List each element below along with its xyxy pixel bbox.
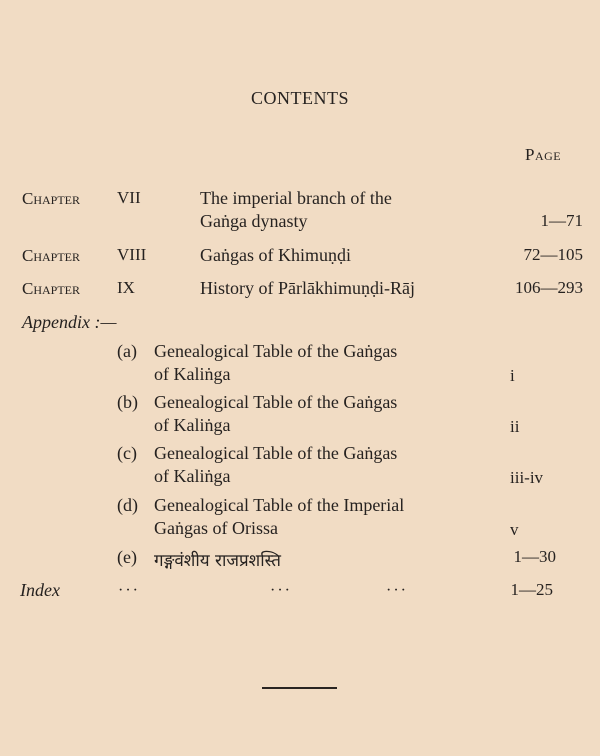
leader-dots: ··· xyxy=(386,582,408,599)
appendix-item-title: Genealogical Table of the Gaṅgas xyxy=(154,392,398,412)
index-label: Index xyxy=(20,580,60,600)
appendix-item-title-devanagari: गङ्गवंशीय राजप्रशस्ति xyxy=(154,551,281,571)
appendix-item-letter: (d) xyxy=(117,495,138,515)
appendix-item-letter: (a) xyxy=(117,341,137,361)
appendix-item-pages: 1—30 xyxy=(513,547,556,566)
leader-dots: ··· xyxy=(118,582,140,599)
appendix-item-title: Genealogical Table of the Imperial xyxy=(154,495,405,515)
closing-rule xyxy=(262,687,337,689)
chapter-title-continued: Gaṅga dynasty xyxy=(200,211,308,231)
appendix-item-letter: (e) xyxy=(117,547,137,567)
appendix-label: Appendix :— xyxy=(22,312,117,332)
chapter-title: The imperial branch of the xyxy=(200,188,392,208)
appendix-item-title: Genealogical Table of the Gaṅgas xyxy=(154,443,398,463)
appendix-item-title-continued: Gaṅgas of Orissa xyxy=(154,518,278,538)
chapter-number: IX xyxy=(117,278,135,297)
page-column-header: Page xyxy=(525,145,562,164)
appendix-item-pages: i xyxy=(510,366,515,385)
chapter-label: Chapter xyxy=(22,189,81,208)
chapter-pages: 72—105 xyxy=(523,245,583,264)
chapter-pages: 1—71 xyxy=(540,211,583,230)
appendix-item-title-continued: of Kaliṅga xyxy=(154,466,231,486)
page-title: CONTENTS xyxy=(251,88,349,108)
appendix-item-title: Genealogical Table of the Gaṅgas xyxy=(154,341,398,361)
leader-dots: ··· xyxy=(270,582,292,599)
appendix-item-pages: ii xyxy=(510,417,520,436)
appendix-item-pages: iii-iv xyxy=(510,468,544,487)
appendix-item-letter: (b) xyxy=(117,392,138,412)
appendix-item-title-continued: of Kaliṅga xyxy=(154,415,231,435)
chapter-number: VII xyxy=(117,188,141,207)
chapter-title: Gaṅgas of Khimuṇḍi xyxy=(200,245,351,265)
appendix-item-letter: (c) xyxy=(117,443,137,463)
appendix-item-pages: v xyxy=(510,520,519,539)
appendix-item-title-continued: of Kaliṅga xyxy=(154,364,231,384)
index-pages: 1—25 xyxy=(510,580,553,599)
chapter-number: VIII xyxy=(117,245,147,264)
chapter-title: History of Pārlākhimuṇḍi-Rāj xyxy=(200,278,415,298)
chapter-label: Chapter xyxy=(22,279,81,298)
chapter-label: Chapter xyxy=(22,246,81,265)
chapter-pages: 106—293 xyxy=(515,278,583,297)
